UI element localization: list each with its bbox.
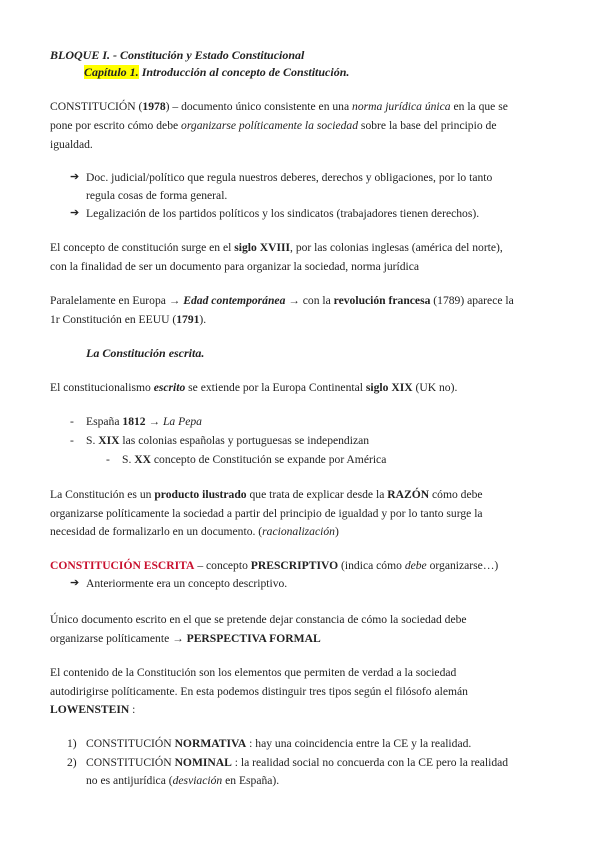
bloque-title: BLOQUE I. - Constitución y Estado Constitucional [50, 48, 305, 62]
dash-icon: - [70, 415, 74, 428]
p3-line1: Paralelamente en Europa → Edad contemporánea → con la revolución francesa (1789) aparece la [50, 294, 514, 307]
bullet1-line2: regula cosas de forma general. [86, 189, 228, 202]
p8-line3: LOWENSTEIN : [50, 703, 136, 716]
p3-line2: 1r Constitución en EEUU (1791). [50, 313, 207, 326]
dash-icon: - [106, 453, 110, 466]
arrow-right-icon: ➔ [70, 171, 80, 183]
bullet2: Legalización de los partidos políticos y los sindicatos (trabajadores tienen derechos). [86, 207, 480, 220]
p1-line3: igualdad. [50, 138, 93, 151]
p7-line2: organizarse políticamente → PERSPECTIVA FORMAL [50, 632, 321, 645]
chapter-title-text: Introducción al concepto de Constitución. [138, 65, 350, 79]
p7-line1: Único documento escrito en el que se pretende dejar constancia de cómo la sociedad debe [50, 613, 467, 626]
p8-line1: El contenido de la Constitución son los elementos que permiten de verdad a la sociedad [50, 666, 457, 679]
p5-line3: necesidad de formalizarlo en un documento. (racionalización) [50, 525, 339, 538]
p5-line2: organizarse políticamente la sociedad a partir del principio de igualdad y por lo tanto surge la [50, 507, 483, 520]
p4: El constitucionalismo escrito se extiende por la Europa Continental siglo XIX (UK no). [50, 381, 458, 394]
dash-item-3: S. XX concepto de Constitución se expande por América [122, 453, 387, 466]
arrow-right-icon: ➔ [70, 207, 80, 219]
p1-line2: pone por escrito cómo debe organizarse políticamente la sociedad sobre la base del principio de [50, 119, 497, 132]
p8-line2: autodirigirse políticamente. En esta podemos distinguir tres tipos según el filósofo alemán [50, 685, 468, 698]
subheading: La Constitución escrita. [86, 346, 205, 360]
list-item-2-line1: CONSTITUCIÓN NOMINAL : la realidad social no concuerda con la CE pero la realidad [86, 756, 509, 769]
p2-line1: El concepto de constitución surge en el siglo XVIII, por las colonias inglesas (américa del norte), [50, 241, 503, 254]
list-number-2: 2) [67, 756, 77, 769]
p2-line2: con la finalidad de ser un documento para organizar la sociedad, norma jurídica [50, 260, 420, 273]
chapter-title [84, 63, 349, 82]
dash-item-2: S. XIX las colonias españolas y portuguesas se independizan [86, 434, 370, 447]
p1-line1: CONSTITUCIÓN (1978) – documento único consistente en una norma jurídica única en la que se [50, 100, 508, 113]
p6-bullet: Anteriormente era un concepto descriptivo. [86, 577, 288, 590]
dash-item-1: España 1812 → La Pepa [86, 415, 202, 428]
bullet1-line1: Doc. judicial/político que regula nuestros deberes, derechos y obligaciones, por lo tanto [86, 171, 493, 184]
list-item-1: CONSTITUCIÓN NORMATIVA : hay una coincidencia entre la CE y la realidad. [86, 737, 472, 750]
dash-icon: - [70, 434, 74, 447]
list-number-1: 1) [67, 737, 77, 750]
p6: CONSTITUCIÓN ESCRITA – concepto PRESCRIPTIVO (indica cómo debe organizarse…) [50, 559, 499, 572]
p5-line1: La Constitución es un producto ilustrado que trata de explicar desde la RAZÓN cómo debe [50, 488, 483, 501]
arrow-right-icon: ➔ [70, 577, 80, 589]
chapter-label-highlight: Capítulo 1. [84, 65, 139, 79]
list-item-2-line2: no es antijurídica (desviación en España). [86, 774, 280, 787]
